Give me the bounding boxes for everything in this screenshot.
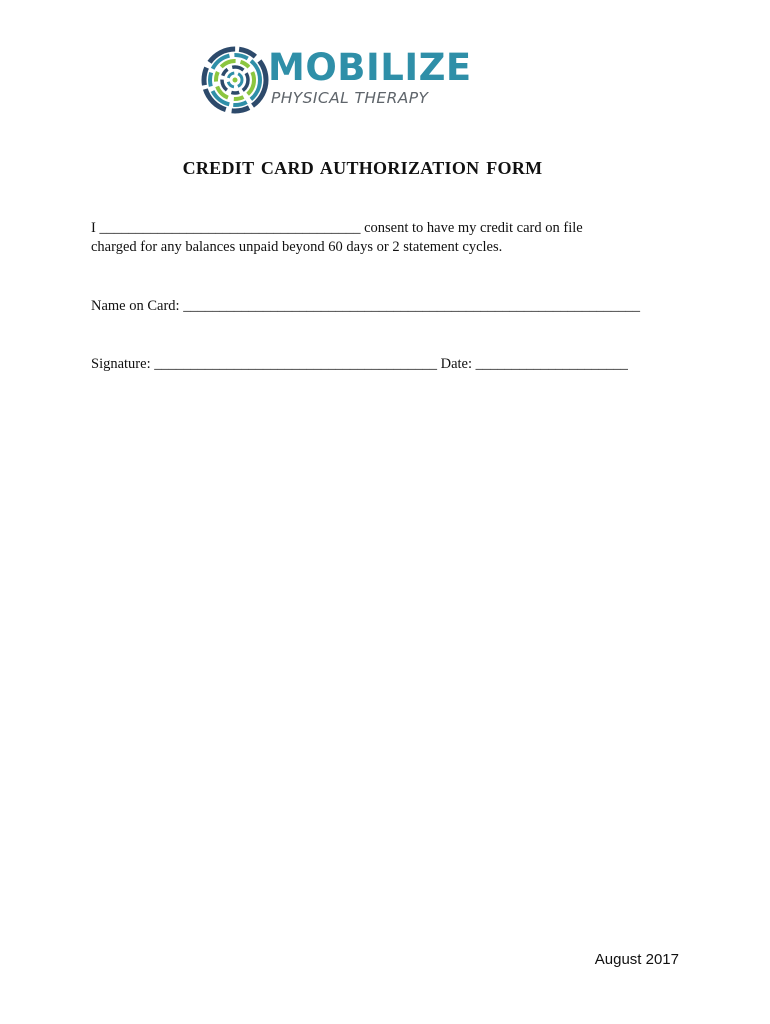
spiral-logo-icon [200, 44, 270, 116]
consent-line-2: charged for any balances unpaid beyond 60 days or 2 statement cycles. [91, 239, 503, 255]
company-logo [200, 44, 480, 116]
name-on-card-field[interactable]: Name on Card: _______________________________________________________________ [91, 298, 640, 314]
form-title: CREDIT CARD AUTHORIZATION FORM [182, 158, 543, 178]
footer-date: August 2017 [594, 951, 679, 968]
logo-tagline: PHYSICAL THERAPY [271, 89, 429, 107]
logo-name: MOBILIZE [268, 46, 472, 89]
consent-line-1[interactable]: I ____________________________________ consent to have my credit card on file [91, 220, 583, 236]
signature-date-field[interactable]: Signature: _______________________________________ Date: _____________________ [91, 356, 628, 372]
